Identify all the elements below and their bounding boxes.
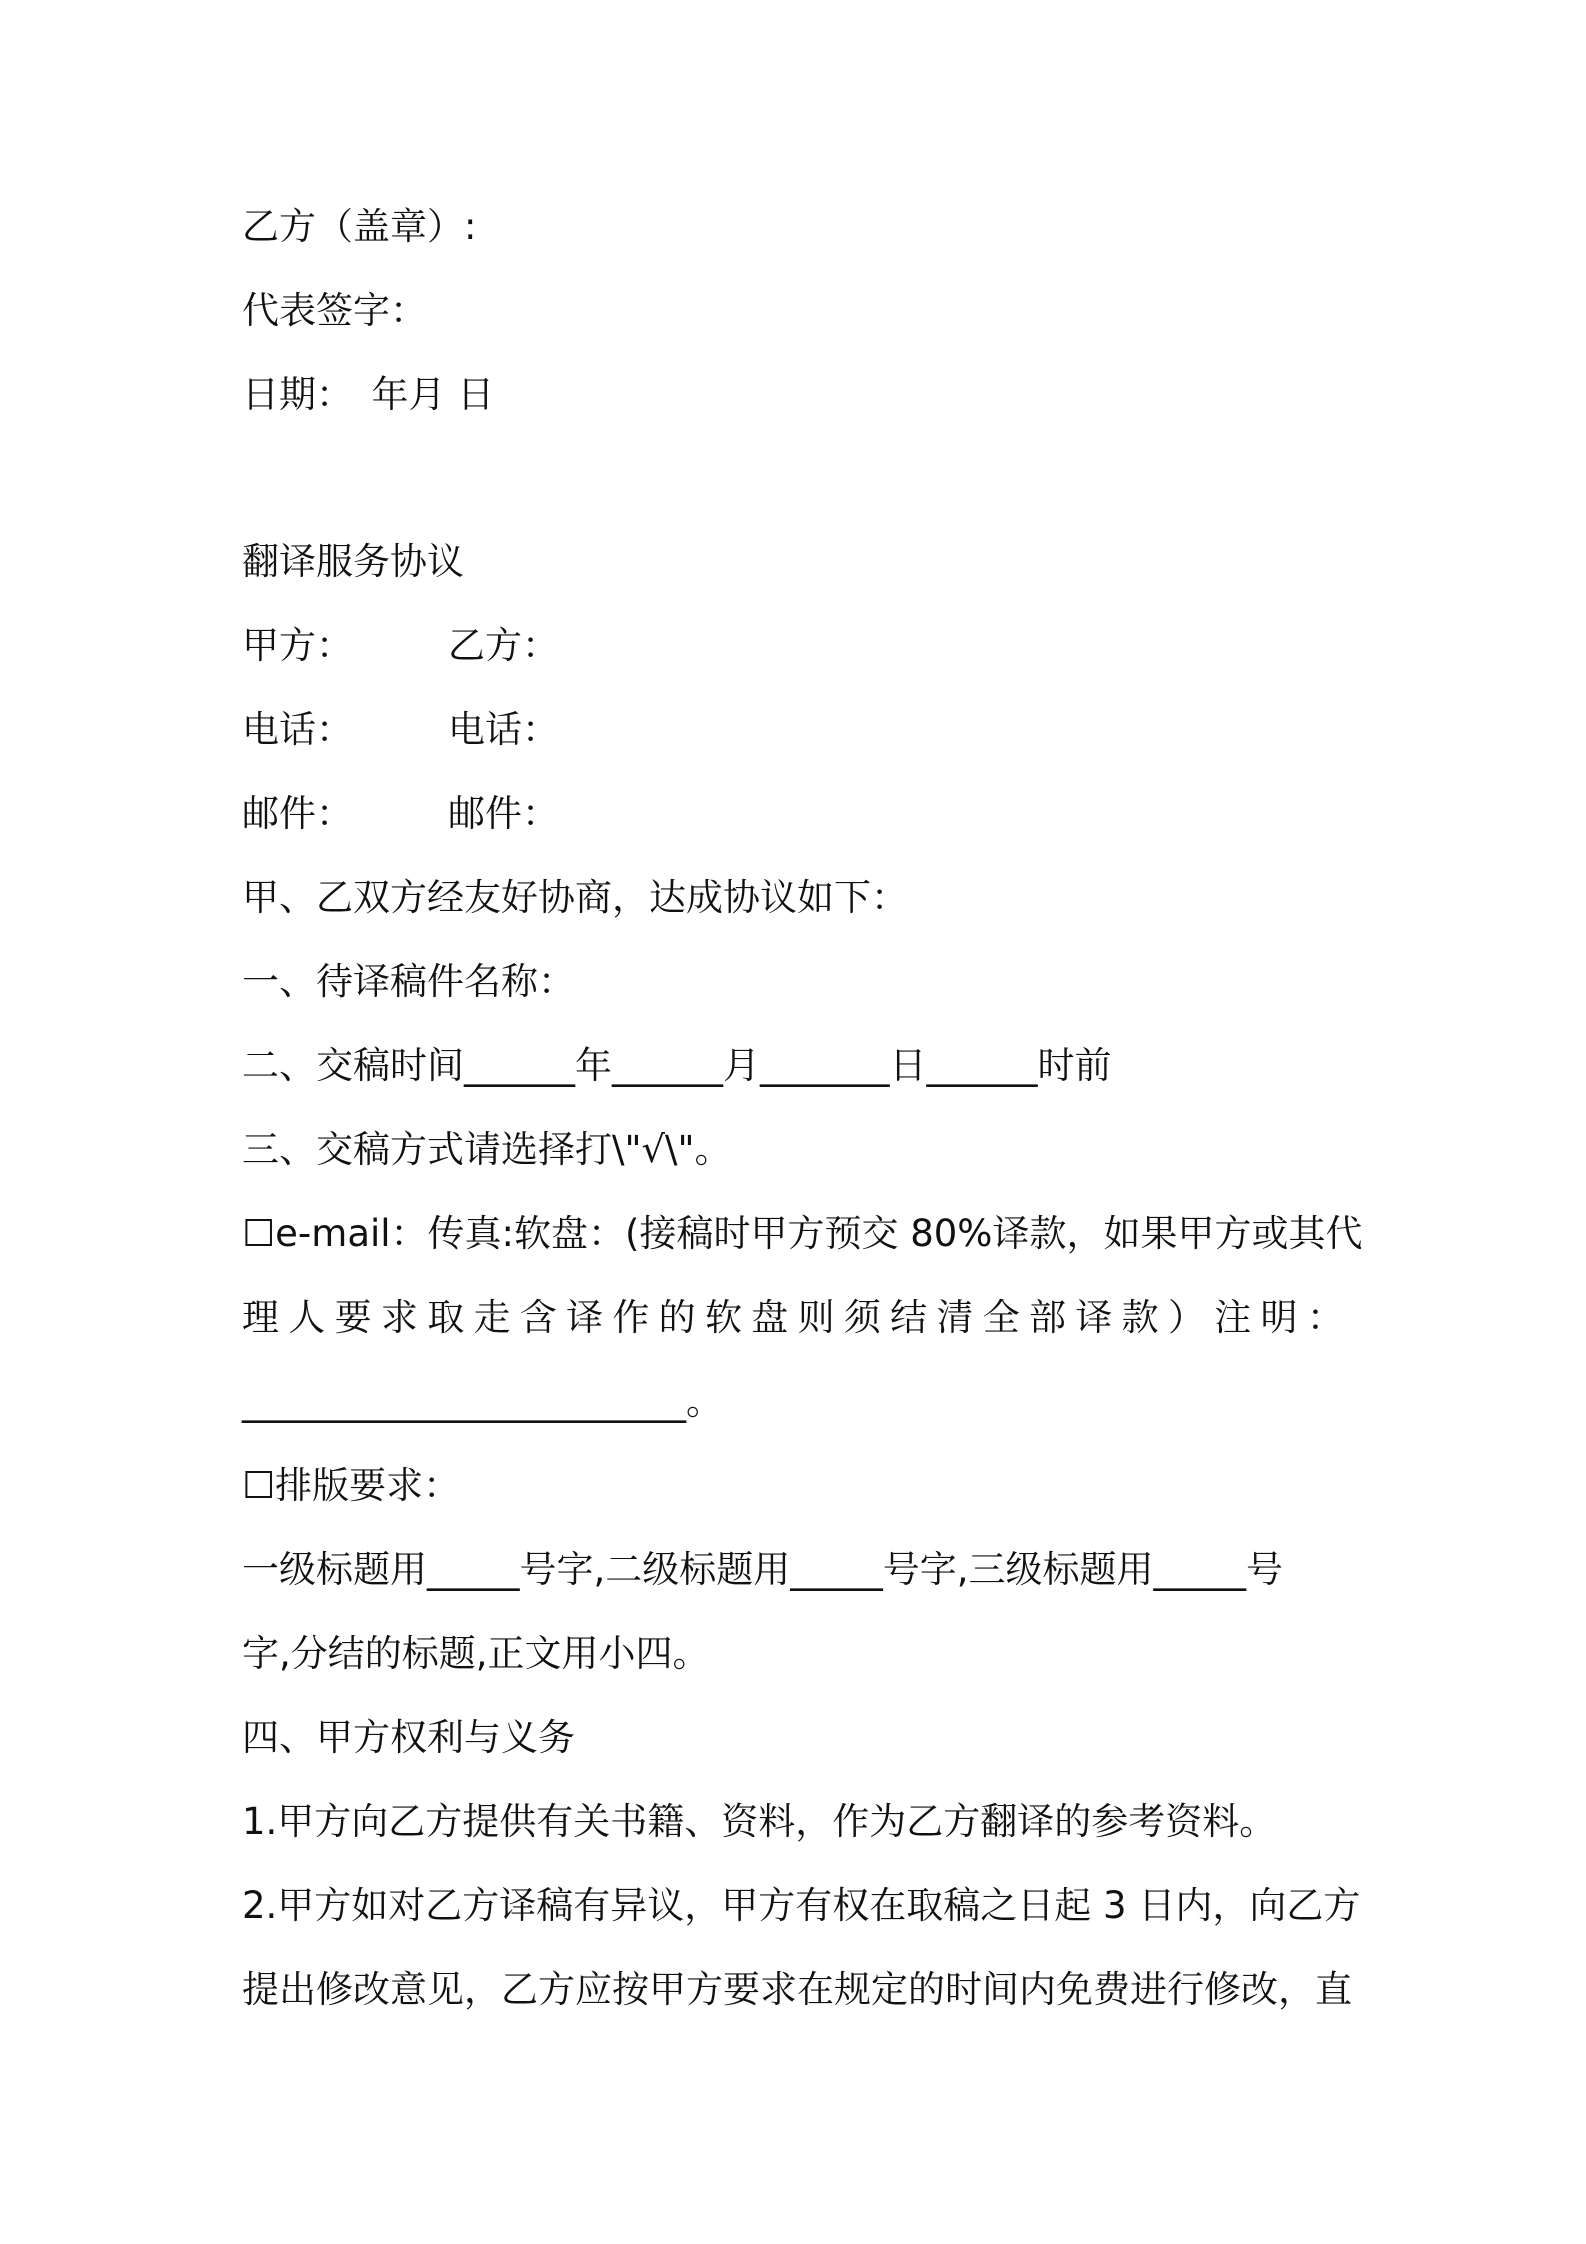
representative-signature-line: 代表签字：: [242, 289, 427, 332]
layout-requirement-line: 一级标题用_____号字,二级标题用_____号字,三级标题用_____号: [242, 1548, 1284, 1591]
party-b-label: 乙方：: [448, 624, 559, 667]
clause-1: 1.甲方向乙方提供有关书籍、资料，作为乙方翻译的参考资料。: [242, 1800, 1277, 1843]
item-delivery-time: 二、交稿时间______年______月_______日______时前: [242, 1044, 1112, 1087]
layout-requirement-line-2: 字,分结的标题,正文用小四。: [242, 1632, 710, 1675]
email-b-label: 邮件：: [448, 792, 559, 835]
section-4-title: 四、甲方权利与义务: [242, 1716, 575, 1759]
delivery-blank-line: ________________________。: [242, 1380, 723, 1423]
preamble: 甲、乙双方经友好协商，达成协议如下：: [242, 876, 908, 919]
party-a-label: 甲方：: [242, 624, 353, 667]
item-manuscript-name: 一、待译稿件名称：: [242, 960, 575, 1003]
phone-b-label: 电话：: [448, 708, 559, 751]
clause-2-line-1: 2.甲方如对乙方译稿有异议，甲方有权在取稿之日起 3 日内，向乙方: [242, 1884, 1361, 1927]
phone-a-label: 电话：: [242, 708, 353, 751]
delivery-note-line: 理 人 要 求 取 走 含 译 作 的 软 盘 则 须 结 清 全 部 译 款 ） 注 明 ：: [242, 1296, 1344, 1339]
party-b-seal-line: 乙方（盖章）:: [242, 205, 477, 248]
email-a-label: 邮件：: [242, 792, 353, 835]
signature-date-line: 日期： 年月 日: [242, 373, 495, 416]
agreement-title: 翻译服务协议: [242, 540, 464, 583]
delivery-options-line: ☐e-mail：传真:软盘：(接稿时甲方预交 80%译款，如果甲方或其代: [242, 1212, 1363, 1255]
layout-requirement-checkbox: ☐排版要求：: [242, 1464, 461, 1507]
clause-2-line-2: 提出修改意见，乙方应按甲方要求在规定的时间内免费进行修改，直: [242, 1968, 1352, 2011]
item-delivery-method: 三、交稿方式请选择打\"√\"。: [242, 1128, 732, 1171]
